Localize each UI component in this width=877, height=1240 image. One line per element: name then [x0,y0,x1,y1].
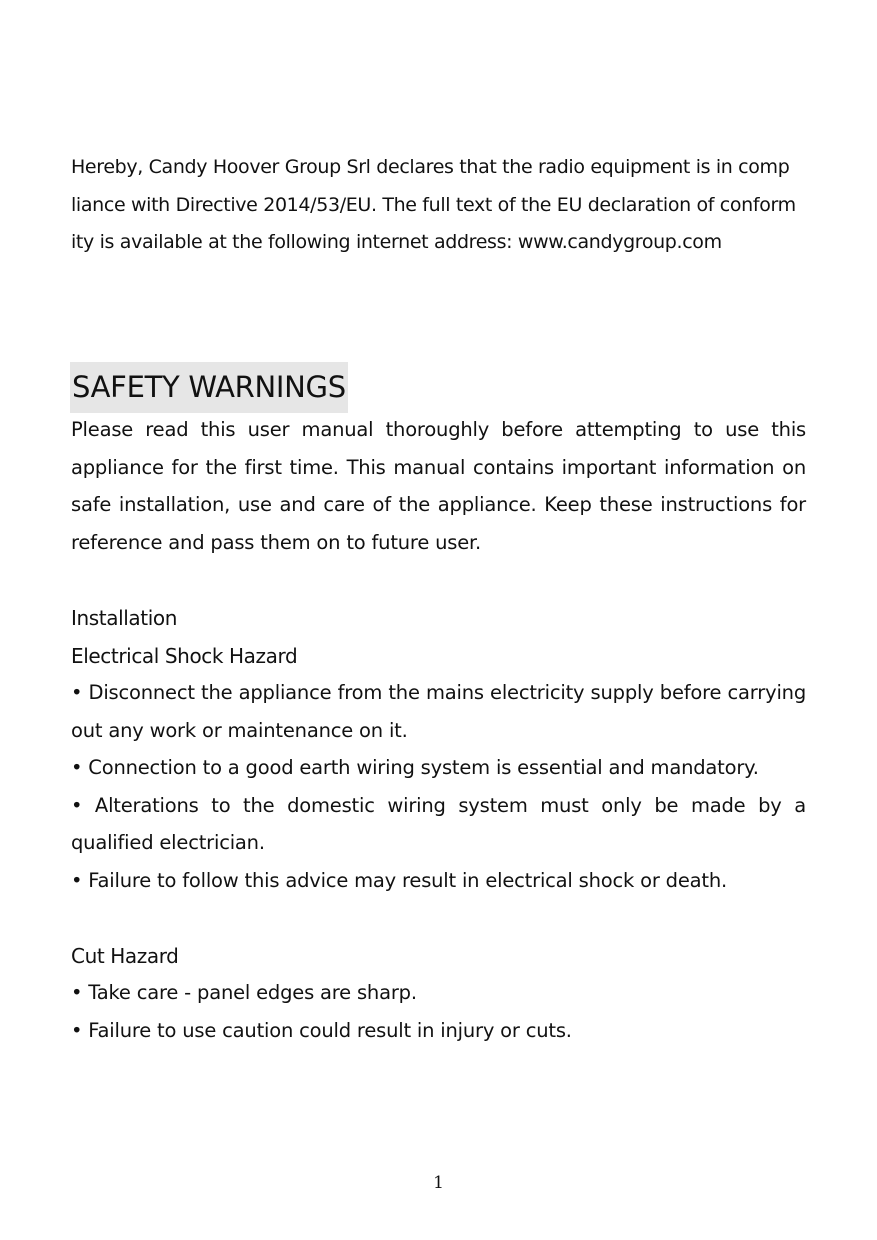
declaration-line: liance with Directive 2014/53/EU. The full text of the EU declaration of conform [71,193,796,216]
cut-hazard-list [71,974,806,1049]
list-item: • Take care - panel edges are sharp. [71,981,417,1004]
list-item: • Disconnect the appliance from the mains electricity supply before carrying out any work or maintenance on it. [71,681,806,742]
declaration-line: Hereby, Candy Hoover Group Srl declares that the radio equipment is in comp [71,156,790,178]
list-item: • Failure to use caution could result in injury or cuts. [71,1018,572,1042]
declaration-paragraph [71,149,806,262]
declaration-line: ity is available at the following internet address: www.candygroup.com [71,231,722,253]
page-number: 1 [433,1173,444,1193]
electrical-shock-hazard-heading: Electrical Shock Hazard [71,644,298,668]
safety-intro-paragraph: Please read this user manual thoroughly before attempting to use this appliance for the first time. This manual contains important information on safe installation, use and care of the appliance. Keep these instructions for reference and pass them on to future user. [71,418,806,554]
cut-hazard-heading: Cut Hazard [71,944,179,968]
list-item: • Failure to follow this advice may result in electrical shock or death. [71,868,727,892]
electrical-hazard-list [71,674,806,899]
safety-warnings-heading: SAFETY WARNINGS [70,362,348,413]
list-item: • Alterations to the domestic wiring system must only be made by a qualified electrician. [71,793,806,854]
list-item: • Connection to a good earth wiring system is essential and mandatory. [71,756,759,779]
installation-heading: Installation [71,606,177,630]
